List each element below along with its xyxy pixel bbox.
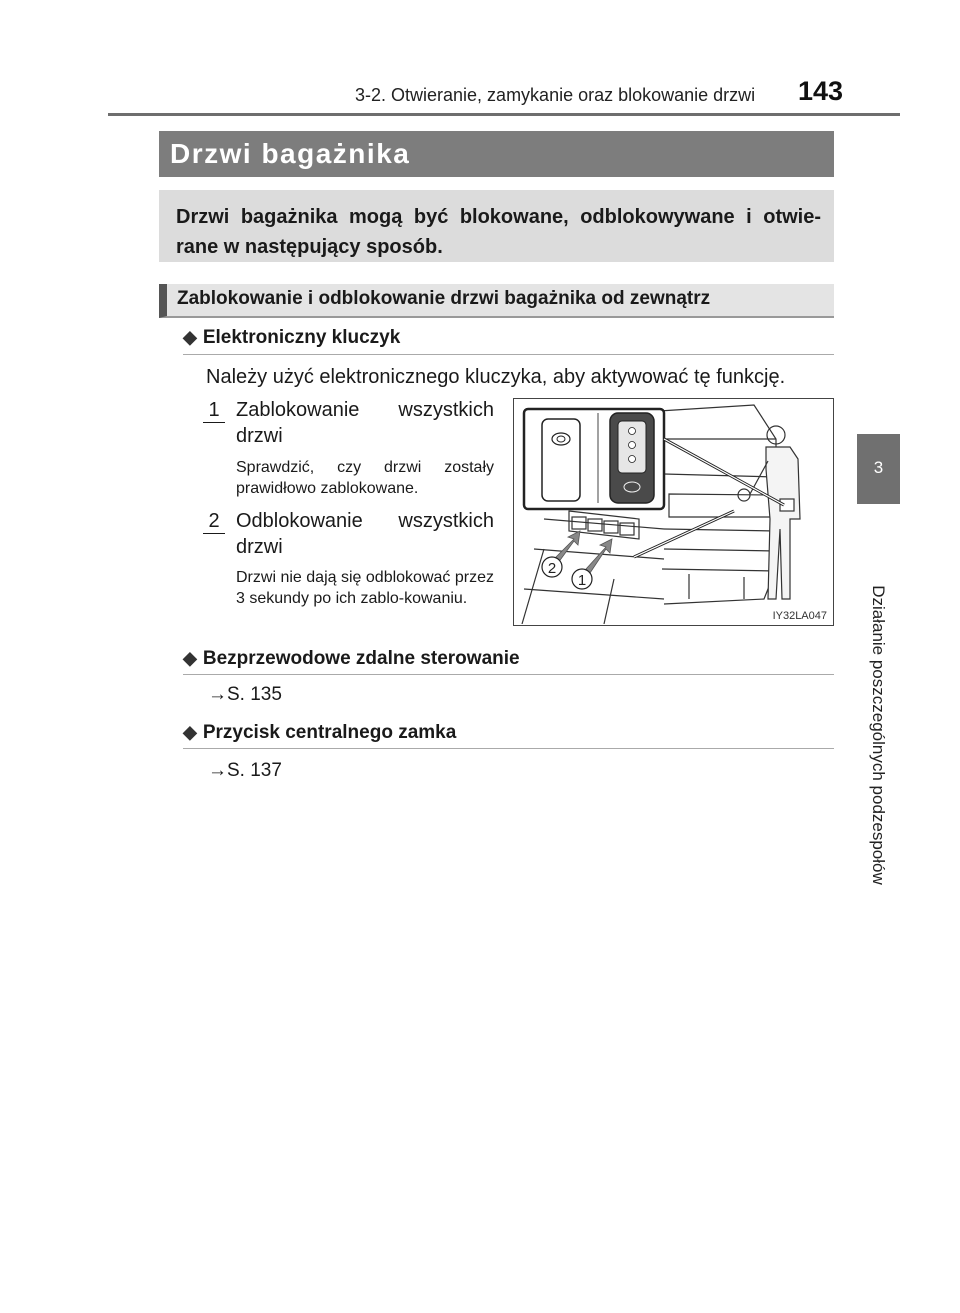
illustration-tailgate-key [513, 398, 834, 626]
step-2-label: Odblokowanie wszystkich drzwi [236, 510, 494, 558]
arrow-1 [586, 539, 612, 573]
page-number: 143 [798, 76, 844, 106]
diamond-bullet-icon: ◆ [183, 648, 197, 668]
page-reference-remote[interactable]: →S. 135 [208, 684, 282, 705]
diamond-bullet-icon: ◆ [183, 327, 197, 347]
intro-text: Drzwi bagażnika mogą być blokowane, odblokowywane i otwie-rane w następujący sposób. [176, 206, 821, 258]
diamond-bullet-icon: ◆ [183, 722, 197, 742]
smart-key-front [542, 419, 580, 501]
intro-box [159, 190, 834, 262]
subheading: Zablokowanie i odblokowanie drzwi bagażnika od zewnątrz [177, 288, 711, 309]
heading-central-lock-label: Przycisk centralnego zamka [202, 722, 457, 743]
chapter-number: 3 [873, 458, 884, 477]
heading-central-lock [183, 722, 456, 744]
illustration-svg [514, 399, 832, 624]
page-title: Drzwi bagażnika [170, 138, 411, 169]
step-1-label: Zablokowanie wszystkich drzwi [236, 399, 494, 447]
heading-rule [183, 748, 834, 749]
svg-text:2: 2 [547, 560, 557, 577]
page-reference-central-lock[interactable]: →S. 137 [208, 760, 282, 781]
header-rule [108, 113, 900, 116]
heading-remote [183, 648, 520, 670]
step-2-number-wrap [203, 509, 225, 534]
heading-rule [183, 674, 834, 675]
heading-remote-label: Bezprzewodowe zdalne sterowanie [202, 648, 520, 669]
step-1-note: Sprawdzić, czy drzwi zostały prawidłowo zablokowane. [236, 459, 494, 497]
chapter-title-vertical: Działanie poszczególnych podzespołów [869, 585, 888, 885]
step-1-number-wrap [203, 398, 225, 423]
step-2-note: Drzwi nie dają się odblokować przez 3 sekundy po ich zablo-kowaniu. [236, 569, 494, 607]
subheading-bar [159, 284, 834, 318]
heading-rule [183, 354, 834, 355]
callout-1 [572, 569, 592, 589]
heading-smart-key [183, 327, 400, 349]
title-bar [159, 131, 834, 177]
step-2-number: 2 [203, 509, 225, 534]
heading-smart-key-label: Elektroniczny kluczyk [202, 327, 401, 348]
running-header-section: 3-2. Otwieranie, zamykanie oraz blokowanie drzwi [355, 85, 756, 105]
callout-2 [542, 557, 562, 577]
svg-text:1: 1 [577, 572, 587, 589]
smart-key-text: Należy użyć elektronicznego kluczyka, aby aktywować tę funkcję. [206, 366, 786, 388]
step-1-number: 1 [203, 398, 225, 423]
figure-code: IY32LA047 [772, 610, 827, 622]
